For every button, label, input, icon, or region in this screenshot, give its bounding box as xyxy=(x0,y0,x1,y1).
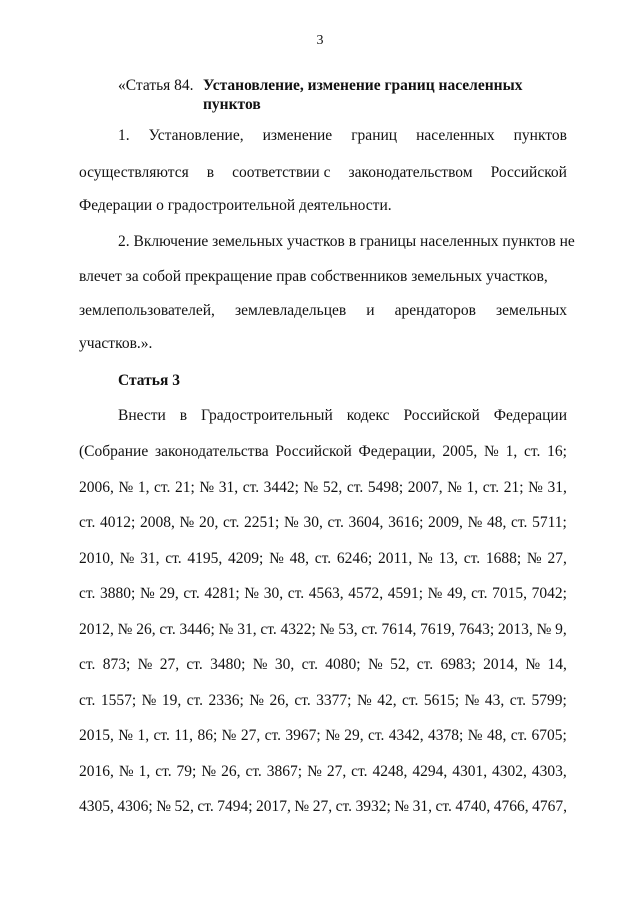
paragraph-3-line xyxy=(79,763,567,781)
word: 9, xyxy=(555,621,567,638)
word: ст. xyxy=(314,550,332,567)
paragraph-3-line xyxy=(79,656,567,674)
word: 79; xyxy=(176,763,197,780)
word: № xyxy=(427,585,443,602)
word: 3616; xyxy=(388,514,424,531)
word: 6705; xyxy=(531,727,567,744)
word: № xyxy=(218,621,234,638)
word: 4563, xyxy=(308,585,344,602)
word: 4248, xyxy=(372,763,408,780)
word: № xyxy=(141,692,157,709)
word: № xyxy=(525,656,541,673)
word: 19, xyxy=(161,692,182,709)
word: ст. xyxy=(351,763,368,780)
word: ст. xyxy=(223,514,240,531)
word: Российской xyxy=(403,407,480,424)
word: 30, xyxy=(303,514,323,531)
word: в xyxy=(179,407,188,424)
word: 4591; xyxy=(387,585,424,602)
word: 2006, xyxy=(79,479,114,496)
word: 2017, xyxy=(256,798,291,815)
word: ст. xyxy=(153,727,170,744)
word: ст. xyxy=(260,621,277,638)
word: № xyxy=(179,514,195,531)
word: 1557; xyxy=(100,692,137,709)
word: № xyxy=(252,656,268,673)
word: 21; xyxy=(503,479,524,496)
word: и xyxy=(366,302,375,319)
word: № xyxy=(119,550,135,567)
word: 86; xyxy=(197,727,218,744)
word: ст. xyxy=(523,443,541,460)
word: 48, xyxy=(487,514,507,531)
word: 4305, xyxy=(79,798,114,815)
word: ст. xyxy=(183,585,200,602)
word: осуществляются xyxy=(79,164,189,181)
word: № xyxy=(467,514,483,531)
word: № xyxy=(221,727,237,744)
word: 2009, xyxy=(428,514,463,531)
word: № xyxy=(117,621,133,638)
word: 4306; xyxy=(117,798,153,815)
word: 873; xyxy=(102,656,131,673)
word: Федерации xyxy=(493,407,567,424)
word: 29, xyxy=(344,727,364,744)
word: 2014, xyxy=(483,656,518,673)
word: 27, xyxy=(312,798,333,815)
word: 1, xyxy=(137,479,150,496)
word: № xyxy=(307,763,322,780)
word: ст. xyxy=(154,479,171,496)
word: Российской xyxy=(275,443,352,460)
word: № xyxy=(464,692,480,709)
paragraph-3-line xyxy=(79,514,567,532)
word: 7643; xyxy=(458,621,495,638)
word: ст. xyxy=(402,692,419,709)
word: 6246; xyxy=(336,550,373,567)
word: 31, xyxy=(140,550,160,567)
word: 1, xyxy=(505,443,518,460)
word: 1, xyxy=(466,479,479,496)
word: 7619, xyxy=(420,621,456,638)
article-84-heading xyxy=(118,76,588,114)
word: 48, xyxy=(486,727,507,744)
paragraph-3-line xyxy=(79,727,567,745)
word: № xyxy=(137,656,153,673)
word: 16; xyxy=(547,443,567,460)
word: законодательства xyxy=(155,443,269,460)
word: 1. xyxy=(118,127,130,144)
word: 4080; xyxy=(325,656,361,673)
word: 2007, xyxy=(407,479,443,496)
word: ст. xyxy=(368,727,385,744)
word: 3880; xyxy=(100,585,136,602)
word: 1, xyxy=(137,727,150,744)
word: ст. xyxy=(242,479,260,496)
word: ст. xyxy=(245,763,262,780)
word: 3480; xyxy=(210,656,246,673)
word: ст. xyxy=(79,656,96,673)
word: 4195, xyxy=(187,550,223,567)
word: 3867; xyxy=(266,763,303,780)
word: № xyxy=(199,479,215,496)
word: 29, xyxy=(159,585,179,602)
word: 5711; xyxy=(532,514,567,531)
word: Российской xyxy=(490,164,567,181)
word: ст. xyxy=(264,727,281,744)
word: землепользователей, xyxy=(79,302,215,319)
word: 26, xyxy=(136,621,156,638)
word: ст. xyxy=(287,585,305,602)
word: 3446; xyxy=(179,621,215,638)
word: 4301, xyxy=(452,763,488,780)
word: 26, xyxy=(269,692,289,709)
word: № xyxy=(284,514,299,531)
word: 3442; xyxy=(263,479,299,496)
word: ст. xyxy=(79,514,96,531)
word: ст. xyxy=(79,585,96,602)
word: 30, xyxy=(263,585,284,602)
word: 2012, xyxy=(79,621,114,638)
word: 31, xyxy=(218,479,239,496)
paragraph-3-line xyxy=(118,407,567,425)
word: 3932; xyxy=(355,798,391,815)
paragraph-3-line xyxy=(79,550,567,568)
word: 3604, xyxy=(348,514,384,531)
word: ст. xyxy=(327,514,344,531)
word: 31, xyxy=(237,621,257,638)
word: законодательством xyxy=(348,164,473,181)
word: 42, xyxy=(377,692,397,709)
word: 5615; xyxy=(423,692,460,709)
word: кодекс xyxy=(346,407,390,424)
word: ст. xyxy=(186,656,203,673)
word: 27, xyxy=(326,763,347,780)
word: 2013, xyxy=(497,621,533,638)
word: 4303, xyxy=(531,763,567,780)
word: 13, xyxy=(438,550,458,567)
word: № xyxy=(319,621,335,638)
word: Внести xyxy=(118,407,166,424)
word: ст. xyxy=(511,514,528,531)
word: 4012; xyxy=(100,514,136,531)
word: № xyxy=(325,727,340,744)
paragraph-2-line-3 xyxy=(79,302,567,320)
word: № xyxy=(536,621,552,638)
paragraph-1-line-2 xyxy=(79,164,567,182)
paragraph-1-line-3: Федерации о градостроительной деятельности. xyxy=(79,197,392,214)
word: 2011, xyxy=(377,550,413,567)
word: № xyxy=(156,798,171,815)
word: 52, xyxy=(390,656,410,673)
paragraph-3-line xyxy=(79,692,567,710)
word: № xyxy=(118,727,134,744)
paragraph-1-line-1 xyxy=(118,127,567,145)
word: ст. xyxy=(510,727,528,744)
word: ст. xyxy=(361,621,378,638)
paragraph-2-line-1: 2. Включение земельных участков в границы населенных пунктов не xyxy=(118,233,575,250)
word: 5799; xyxy=(531,692,567,709)
word: № xyxy=(367,656,383,673)
paragraph-3-line xyxy=(79,585,567,603)
word: 4342, xyxy=(388,727,424,744)
word: изменение xyxy=(262,127,333,144)
word: № xyxy=(118,763,134,780)
word: соответствии с xyxy=(232,164,331,181)
word: № xyxy=(118,479,134,496)
page-number: 3 xyxy=(316,33,324,48)
word: 20, xyxy=(198,514,219,531)
word: № xyxy=(356,692,372,709)
word: № xyxy=(484,443,499,460)
word: ст. xyxy=(294,692,311,709)
word: 7494; xyxy=(217,798,253,815)
article-84-title: Установление, изменение границ населенных пунктов xyxy=(203,77,523,113)
word: 4294, xyxy=(412,763,448,780)
word: 27, xyxy=(240,727,261,744)
word: 21; xyxy=(174,479,195,496)
word: 27, xyxy=(159,656,180,673)
paragraph-2-line-2: влечет за собой прекращение прав собственников земельных участков, xyxy=(79,268,548,285)
word: границ xyxy=(351,127,398,144)
paragraph-3-line xyxy=(79,798,567,816)
word: № xyxy=(139,585,155,602)
word: 52, xyxy=(174,798,194,815)
paragraph-3-line xyxy=(79,479,567,497)
word: № xyxy=(526,550,542,567)
word: ст. xyxy=(335,798,352,815)
word: № xyxy=(303,479,319,496)
word: ст. xyxy=(471,585,488,602)
word: 4740, xyxy=(455,798,491,815)
word: ст. xyxy=(482,479,500,496)
word: земельных xyxy=(496,302,567,319)
word: 2005, xyxy=(442,443,478,460)
word: 26, xyxy=(221,763,241,780)
word: № xyxy=(418,550,433,567)
word: 52, xyxy=(322,479,343,496)
paragraph-3-line xyxy=(79,443,567,461)
word: (Собрание xyxy=(79,443,149,460)
word: 2016, xyxy=(79,763,114,780)
word: 4378; xyxy=(428,727,464,744)
word: 4572, xyxy=(348,585,384,602)
word: 4302, xyxy=(492,763,527,780)
word: 3967; xyxy=(285,727,321,744)
word: 2251; xyxy=(244,514,280,531)
word: Установление, xyxy=(148,127,244,144)
word: 1688; xyxy=(485,550,522,567)
word: 4322; xyxy=(280,621,316,638)
word: ст. xyxy=(346,479,364,496)
word: 2015, xyxy=(79,727,114,744)
word: 2336; xyxy=(208,692,244,709)
word: № xyxy=(249,692,265,709)
word: ст. xyxy=(186,692,204,709)
article-3-heading: Статья 3 xyxy=(118,372,180,389)
word: 2008, xyxy=(140,514,175,531)
word: ст. xyxy=(301,656,318,673)
word: 27, xyxy=(547,550,567,567)
word: № xyxy=(244,585,260,602)
word: № xyxy=(467,727,483,744)
word: населенных xyxy=(416,127,495,144)
word: 49, xyxy=(447,585,467,602)
word: 7042; xyxy=(531,585,567,602)
word: 4209; xyxy=(228,550,264,567)
word: 5498; xyxy=(367,479,404,496)
word: ст. xyxy=(79,692,96,709)
word: 14, xyxy=(547,656,567,673)
word: ст. xyxy=(416,656,434,673)
word: 2010, xyxy=(79,550,114,567)
word: 48, xyxy=(289,550,310,567)
word: 4767, xyxy=(532,798,567,815)
word: 31, xyxy=(412,798,432,815)
word: № xyxy=(201,763,217,780)
word: 7614, xyxy=(381,621,417,638)
word: 31, xyxy=(547,479,567,496)
word: 53, xyxy=(338,621,358,638)
word: пунктов xyxy=(513,127,567,144)
word: ст. xyxy=(197,798,214,815)
word: ст. xyxy=(435,798,452,815)
word: Федерации, xyxy=(358,443,436,460)
word: 3377; xyxy=(316,692,352,709)
word: № xyxy=(269,550,284,567)
word: арендаторов xyxy=(394,302,476,319)
word: 43, xyxy=(484,692,505,709)
word: 4281; xyxy=(204,585,240,602)
word: № xyxy=(394,798,410,815)
word: в xyxy=(206,164,215,181)
article-84-prefix: «Статья 84. xyxy=(118,77,194,94)
word: 7015, xyxy=(492,585,527,602)
word: 1, xyxy=(138,763,151,780)
word: ст. xyxy=(155,763,172,780)
word: № xyxy=(528,479,543,496)
word: 11, xyxy=(174,727,194,744)
word: 30, xyxy=(274,656,295,673)
word: № xyxy=(447,479,462,496)
paragraph-3-line xyxy=(79,621,567,639)
paragraph-2-line-4: участков.». xyxy=(79,335,153,352)
word: ст. xyxy=(165,550,182,567)
word: землевладельцев xyxy=(234,302,347,319)
word: 6983; xyxy=(440,656,476,673)
word: ст. xyxy=(463,550,481,567)
word: ст. xyxy=(509,692,527,709)
word: ст. xyxy=(159,621,176,638)
word: Градостроительный xyxy=(201,407,333,424)
word: 4766, xyxy=(493,798,529,815)
word: № xyxy=(294,798,310,815)
